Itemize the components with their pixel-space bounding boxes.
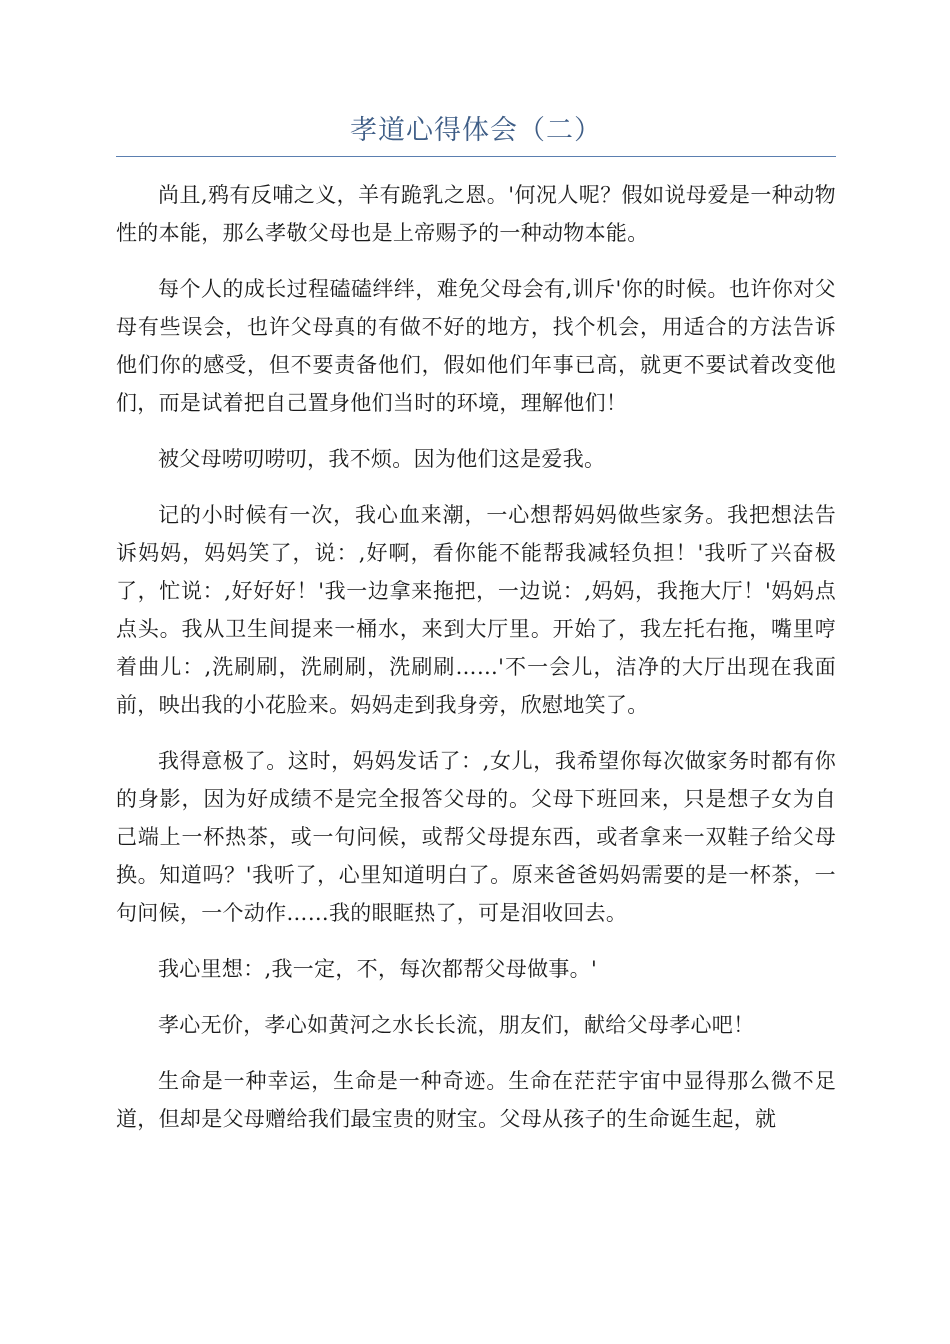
paragraph: 记的小时候有一次，我心血来潮，一心想帮妈妈做些家务。我把想法告诉妈妈，妈妈笑了，说：,好啊，看你能不能帮我减轻负担！'我听了兴奋极了，忙说：,好好好！'我一边拿来拖把，一边说：,妈妈，我拖大厅！'妈妈点点头。我从卫生间提来一桶水，来到大厅里。开始了，我左托右拖，嘴里哼着曲儿：,洗刷刷，洗刷刷，洗刷刷……'不一会儿，洁净的大厅出现在我面前，映出我的小花脸来。妈妈走到我身旁，欣慰地笑了。 bbox=[116, 503, 836, 717]
document-page bbox=[116, 110, 836, 1156]
document-title: 孝道心得体会（二） bbox=[350, 115, 602, 146]
paragraph: 孝心无价，孝心如黄河之水长长流，朋友们，献给父母孝心吧！ bbox=[158, 1013, 755, 1037]
paragraph: 生命是一种幸运，生命是一种奇迹。生命在茫茫宇宙中显得那么微不足道，但却是父母赠给我们最宝贵的财宝。父母从孩子的生命诞生起，就 bbox=[116, 1069, 836, 1131]
paragraph: 每个人的成长过程磕磕绊绊，难免父母会有,训斥'你的时候。也许你对父母有些误会，也许父母真的有做不好的地方，找个机会，用适合的方法告诉他们你的感受，但不要责备他们，假如他们年事已高，就更不要试着改变他们，而是试着把自己置身他们当时的环境，理解他们！ bbox=[116, 277, 836, 415]
title-underline bbox=[116, 156, 836, 157]
paragraph: 被父母唠叨唠叨，我不烦。因为他们这是爱我。 bbox=[158, 447, 606, 471]
paragraph: 尚且,鸦有反哺之义，羊有跪乳之恩。'何况人呢？假如说母爱是一种动物性的本能，那么孝敬父母也是上帝赐予的一种动物本能。 bbox=[116, 183, 836, 245]
document-body bbox=[116, 176, 836, 1138]
paragraph: 我心里想：,我一定，不，每次都帮父母做事。' bbox=[158, 957, 598, 981]
paragraph: 我得意极了。这时，妈妈发话了：,女儿，我希望你每次做家务时都有你的身影，因为好成绩不是完全报答父母的。父母下班回来，只是想子女为自己端上一杯热茶，或一句问候，或帮父母提东西，或者拿来一双鞋子给父母换。知道吗？'我听了，心里知道明白了。原来爸爸妈妈需要的是一杯茶，一句问候，一个动作……我的眼眶热了，可是泪收回去。 bbox=[116, 749, 836, 925]
